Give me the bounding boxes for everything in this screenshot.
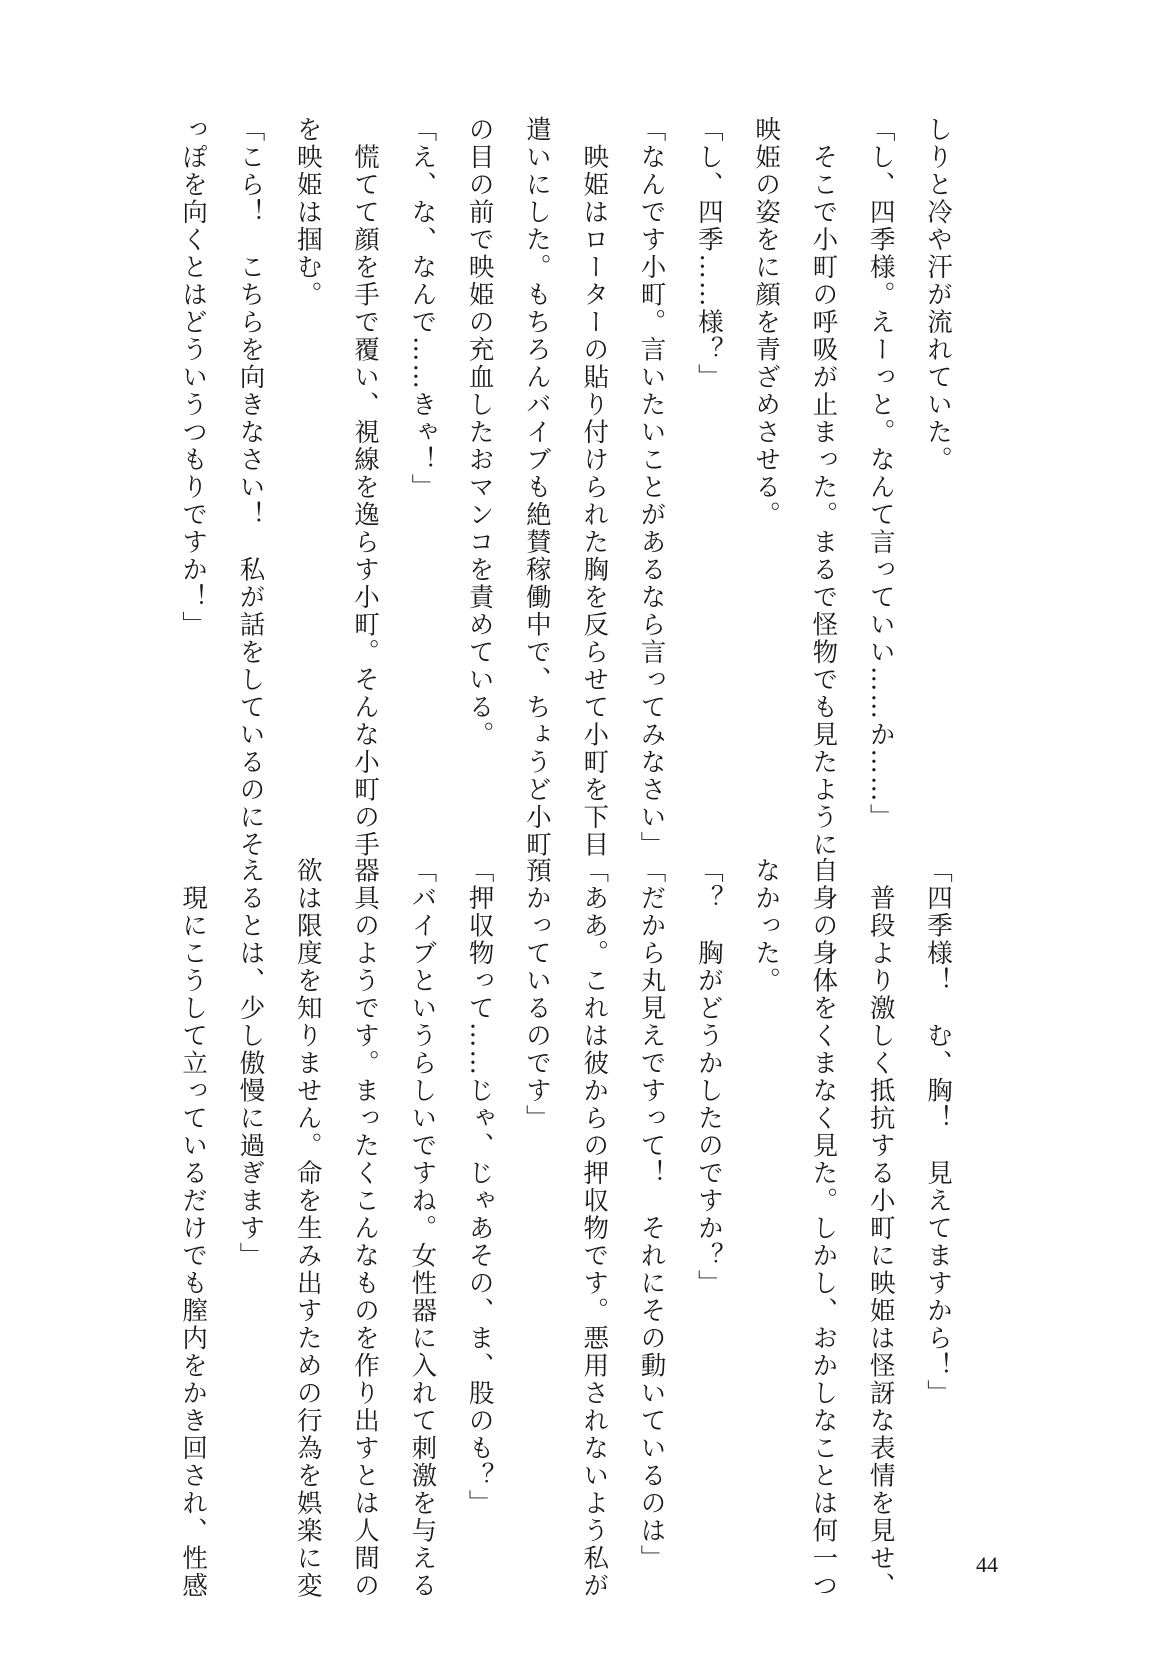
text-line: 自身の身体をくまなく見た。しかし、おかしなことは何一つ — [808, 857, 839, 1600]
text-line: そこで小町の呼吸が止まった。まるで怪物でも見たように — [808, 116, 839, 859]
text-line: 欲は限度を知りません。命を生み出すための行為を娯楽に変 — [292, 857, 323, 1600]
text-line: 「し、四季様。えーっと。なんて言っていい……か……」 — [865, 116, 896, 831]
text-line: 「四季様！ む、胸！ 見えてますから！」 — [923, 857, 953, 1407]
text-line: 「バイブというらしいですね。女性器に入れて刺激を与える — [407, 857, 438, 1600]
text-line: 「なんです小町。言いたいことがあるなら言ってみなさい」 — [636, 116, 667, 859]
text-line: 「え、な、なんで……きゃ！」 — [407, 116, 438, 501]
text-line: 「こら！ こちらを向きなさい！ 私が話をしているのにそ — [235, 116, 266, 859]
text-block-upper — [178, 116, 966, 859]
text-line: 預かっているのです」 — [521, 857, 552, 1132]
text-line: っぽを向くとはどういうつもりですか！」 — [178, 116, 209, 639]
text-line: 「し、四季……様？」 — [693, 116, 724, 391]
text-line: 現にこうして立っているだけでも膣内をかき回され、性感 — [178, 857, 209, 1600]
text-line: 「だから丸見えですって！ それにその動いているのは」 — [636, 857, 667, 1572]
text-line: なかった。 — [751, 857, 782, 995]
text-line: 慌てて顔を手で覆い、視線を逸らす小町。そんな小町の手 — [350, 116, 381, 859]
text-line: 「押収物って……じゃ、じゃあその、ま、股のも？」 — [464, 857, 495, 1517]
text-line: しりと冷や汗が流れていた。 — [923, 116, 953, 474]
text-line: えるとは、少し傲慢に過ぎます」 — [235, 857, 266, 1270]
text-line: 普段より激しく抵抗する小町に映姫は怪訝な表情を見せ、 — [865, 857, 896, 1600]
text-line: 「ああ。これは彼からの押収物です。悪用されないよう私が — [579, 857, 610, 1600]
text-line: 「？ 胸がどうかしたのですか？」 — [693, 857, 724, 1297]
text-block-lower — [178, 857, 966, 1600]
text-line: 遣いにした。もちろんバイブも絶賛稼働中で、ちょうど小町 — [521, 116, 552, 859]
page-number: 44 — [976, 1552, 998, 1577]
text-line: 映姫はローターの貼り付けられた胸を反らせて小町を下目 — [579, 116, 610, 859]
text-line: の目の前で映姫の充血したおマンコを責めている。 — [464, 116, 495, 749]
text-line: 器具のようです。まったくこんなものを作り出すとは人間の — [350, 857, 381, 1600]
text-line: 映姫の姿をに顔を青ざめさせる。 — [751, 116, 782, 529]
text-line: を映姫は掴む。 — [292, 116, 323, 309]
